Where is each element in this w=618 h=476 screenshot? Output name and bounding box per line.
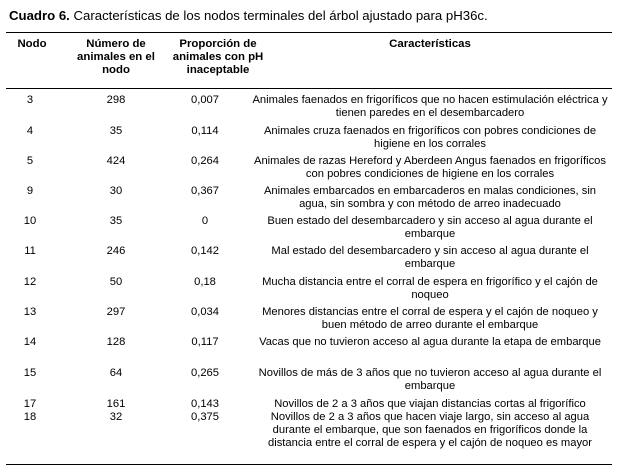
cell-nodo: 10 [23,215,37,227]
cell-proporcion: 0,265 [191,367,219,379]
cell-proporcion: 0,18 [194,276,216,288]
cell-proporcion: 0,367 [191,185,219,197]
cell-numero: 35 [109,125,123,137]
cell-nodo: 15 [23,367,37,379]
caption-text: Características de los nodos terminales del árbol ajustado para pH36c. [69,8,488,23]
table-caption [9,8,614,24]
cell-caracteristicas: Animales cruza faenados en frigoríficos con pobres condiciones de higiene en los corrales [263,125,597,151]
cell-proporcion: 0,034 [191,306,219,318]
cell-nodo: 14 [23,336,37,348]
cell-caracteristicas: Animales faenados en frigoríficos que no hacen estimulación eléctrica y tienen paredes en el desembarcadero [252,94,608,120]
cell-numero: 50 [109,276,123,288]
header-rule [6,88,612,89]
cell-numero: 35 [109,215,123,227]
cell-caracteristicas: Novillos de 2 a 3 años que hacen viaje largo, sin acceso al agua durante el embarque, que son faenados en frigoríficos donde la distancia entre el corral de espera y el cajón de noqueo es mayor [267,411,592,450]
cell-nodo: 9 [26,185,34,197]
cell-caracteristicas: Novillos de 2 a 3 años que viajan distancias cortas al frigorífico [274,398,586,410]
header-nodo: Nodo [17,38,47,50]
cell-proporcion: 0,264 [191,155,219,167]
cell-proporcion: 0,375 [191,411,219,423]
cell-numero: 246 [106,245,126,257]
cell-numero: 128 [106,336,126,348]
cell-nodo: 18 [23,411,37,423]
cell-nodo: 3 [26,94,34,106]
table-bottom-rule [6,464,612,465]
cell-proporcion: 0,143 [191,398,219,410]
cell-caracteristicas: Buen estado del desembarcadero y sin acceso al agua durante el embarque [267,215,593,241]
header-proporcion-ph: Proporción de animales con pH inaceptable [172,38,264,76]
cell-numero: 161 [106,398,126,410]
cell-nodo: 12 [23,276,37,288]
cell-numero: 298 [106,94,126,106]
caption-label: Cuadro 6. [9,8,70,23]
cell-nodo: 4 [26,125,34,137]
cell-proporcion: 0,142 [191,245,219,257]
cell-proporcion: 0,117 [191,336,219,348]
cell-numero: 30 [109,185,123,197]
cell-caracteristicas: Vacas que no tuvieron acceso al agua durante la etapa de embarque [259,336,601,348]
header-numero-animales: Número de animales en el nodo [77,38,155,76]
cell-numero: 64 [109,367,123,379]
cell-numero: 297 [106,306,126,318]
header-caracteristicas: Características [389,38,471,50]
table-top-rule [6,32,612,33]
cell-caracteristicas: Animales embarcados en embarcaderos en malas condiciones, sin agua, sin sombra y con método de arreo inadecuado [263,185,597,211]
cell-proporcion: 0,114 [191,125,219,137]
cell-caracteristicas: Mal estado del desembarcadero y sin acceso al agua durante el embarque [271,245,589,271]
cell-caracteristicas: Novillos de más de 3 años que no tuvieron acceso al agua durante el embarque [258,367,602,393]
cell-numero: 424 [106,155,126,167]
cell-numero: 32 [109,411,123,423]
cell-nodo: 11 [24,245,36,257]
cell-proporcion: 0 [201,215,209,227]
cell-caracteristicas: Menores distancias entre el corral de espera y el cajón de noqueo y buen método de arreo durante el embarque [262,306,598,332]
cell-nodo: 17 [23,398,37,410]
cell-caracteristicas: Animales de razas Hereford y Aberdeen Angus faenados en frigoríficos con pobres condiciones de higiene en los corrales [254,155,606,181]
cell-proporcion: 0,007 [191,94,219,106]
cell-nodo: 5 [26,155,34,167]
cell-caracteristicas: Mucha distancia entre el corral de espera en frigorífico y el cajón de noqueo [262,276,598,302]
cell-nodo: 13 [23,306,37,318]
